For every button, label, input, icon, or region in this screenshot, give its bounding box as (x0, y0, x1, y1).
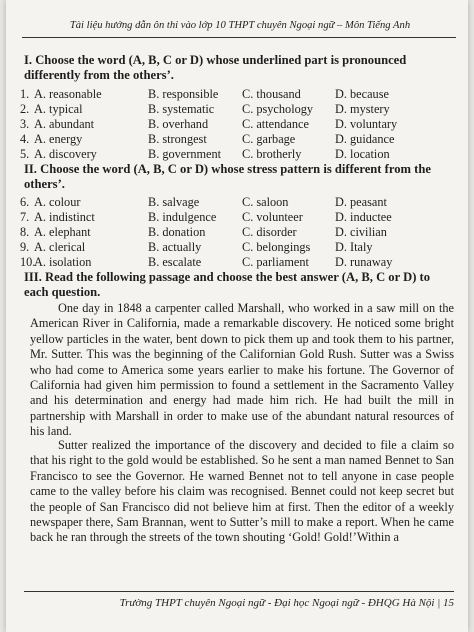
question-number: 1. (20, 87, 30, 101)
option-c: C. volunteer (242, 210, 303, 224)
question-number: 2. (20, 102, 30, 116)
question-number: 6. (20, 195, 30, 209)
page-header: Tài liệu hướng dẫn ôn thi vào lớp 10 THPT chuyên Ngoại ngữ – Môn Tiếng Anh (69, 20, 411, 31)
option-c: C. belongings (242, 240, 311, 254)
option-a: A. abundant (34, 117, 95, 131)
option-d: D. inductee (335, 210, 392, 224)
option-b: B. overhand (148, 117, 209, 131)
passage-paragraph (30, 301, 454, 440)
question-number: 8. (20, 225, 30, 239)
option-a: A. reasonable (34, 87, 102, 101)
header-divider (22, 37, 456, 38)
option-b: B. government (148, 147, 222, 161)
option-d: D. runaway (335, 255, 393, 269)
option-d: D. location (335, 147, 390, 161)
option-b: B. donation (148, 225, 206, 239)
option-b: B. indulgence (148, 210, 217, 224)
option-d: D. because (335, 87, 389, 101)
section-2-title: II. Choose the word (A, B, C or D) whose stress pattern is different from the others’. (24, 162, 431, 191)
option-d: D. voluntary (335, 117, 398, 131)
option-a: A. colour (34, 195, 81, 209)
passage-paragraph (30, 438, 454, 546)
option-c: C. psychology (242, 102, 314, 116)
option-b: B. salvage (148, 195, 200, 209)
option-b: B. actually (148, 240, 202, 254)
paragraph-text: Sutter realized the importance of the discovery and decided to file a claim so that his right to the gold would be established. So he sent a man named Bennet to San Francisco to see the Governor. He warned Bennet not to tell anyone in case people came to the valley before his claim was recognised. Bennet could not keep secret but the people of San Francisco did not believe him at first. Then the editor of a weekly newspaper there, Sam Brannan, went to Sutter’s mill to make a report. When he came back he ran through the streets of the town shouting ‘Gold! Gold!’Within a (30, 438, 454, 545)
page-footer: Trường THPT chuyên Ngoại ngữ - Đại học Ngoại ngữ - ĐHQG Hà Nội | 15 (119, 597, 454, 609)
option-c: C. brotherly (242, 147, 302, 161)
option-a: A. indistinct (34, 210, 95, 224)
document-page (6, 0, 468, 632)
option-a: A. isolation (34, 255, 92, 269)
option-b: B. responsible (148, 87, 219, 101)
option-d: D. Italy (335, 240, 373, 254)
question-number: 5. (20, 147, 30, 161)
section-1-title: I. Choose the word (A, B, C or D) whose underlined part is pronounced differently from the others’. (24, 53, 407, 82)
option-c: C. parliament (242, 255, 309, 269)
option-c: C. thousand (242, 87, 301, 101)
option-a: A. energy (34, 132, 83, 146)
option-b: B. systematic (148, 102, 215, 116)
option-d: D. mystery (335, 102, 390, 116)
question-number: 10. (20, 255, 36, 269)
option-a: A. clerical (34, 240, 86, 254)
paragraph-text: One day in 1848 a carpenter called Marshall, who worked in a saw mill on the American River in California, made a remarkable discovery. He noticed some bright yellow particles in the water, bent down to pick them up and took them to his partner, Mr. Sutter. This was the beginning of the Californian Gold Rush. Sutter was a Swiss who had come to America some years earlier to make his fortune. The Governor of California had given him permission to found a settlement in the Sacramento Valley and his determination and energy had made him rich. He had built the mill in partnership with Marshall in order to make use of the abundant natural resources of his land. (30, 301, 454, 439)
option-a: A. typical (34, 102, 83, 116)
option-d: D. civilian (335, 225, 387, 239)
option-a: A. discovery (34, 147, 97, 161)
option-b: B. escalate (148, 255, 202, 269)
option-b: B. strongest (148, 132, 207, 146)
option-d: D. peasant (335, 195, 387, 209)
option-d: D. guidance (335, 132, 395, 146)
option-c: C. saloon (242, 195, 289, 209)
question-number: 4. (20, 132, 30, 146)
footer-divider (24, 591, 454, 592)
question-number: 9. (20, 240, 30, 254)
option-c: C. attendance (242, 117, 309, 131)
question-number: 3. (20, 117, 30, 131)
question-number: 7. (20, 210, 30, 224)
option-c: C. garbage (242, 132, 296, 146)
option-c: C. disorder (242, 225, 297, 239)
section-3-title: III. Read the following passage and choose the best answer (A, B, C or D) to each question. (24, 270, 431, 299)
option-a: A. elephant (34, 225, 91, 239)
